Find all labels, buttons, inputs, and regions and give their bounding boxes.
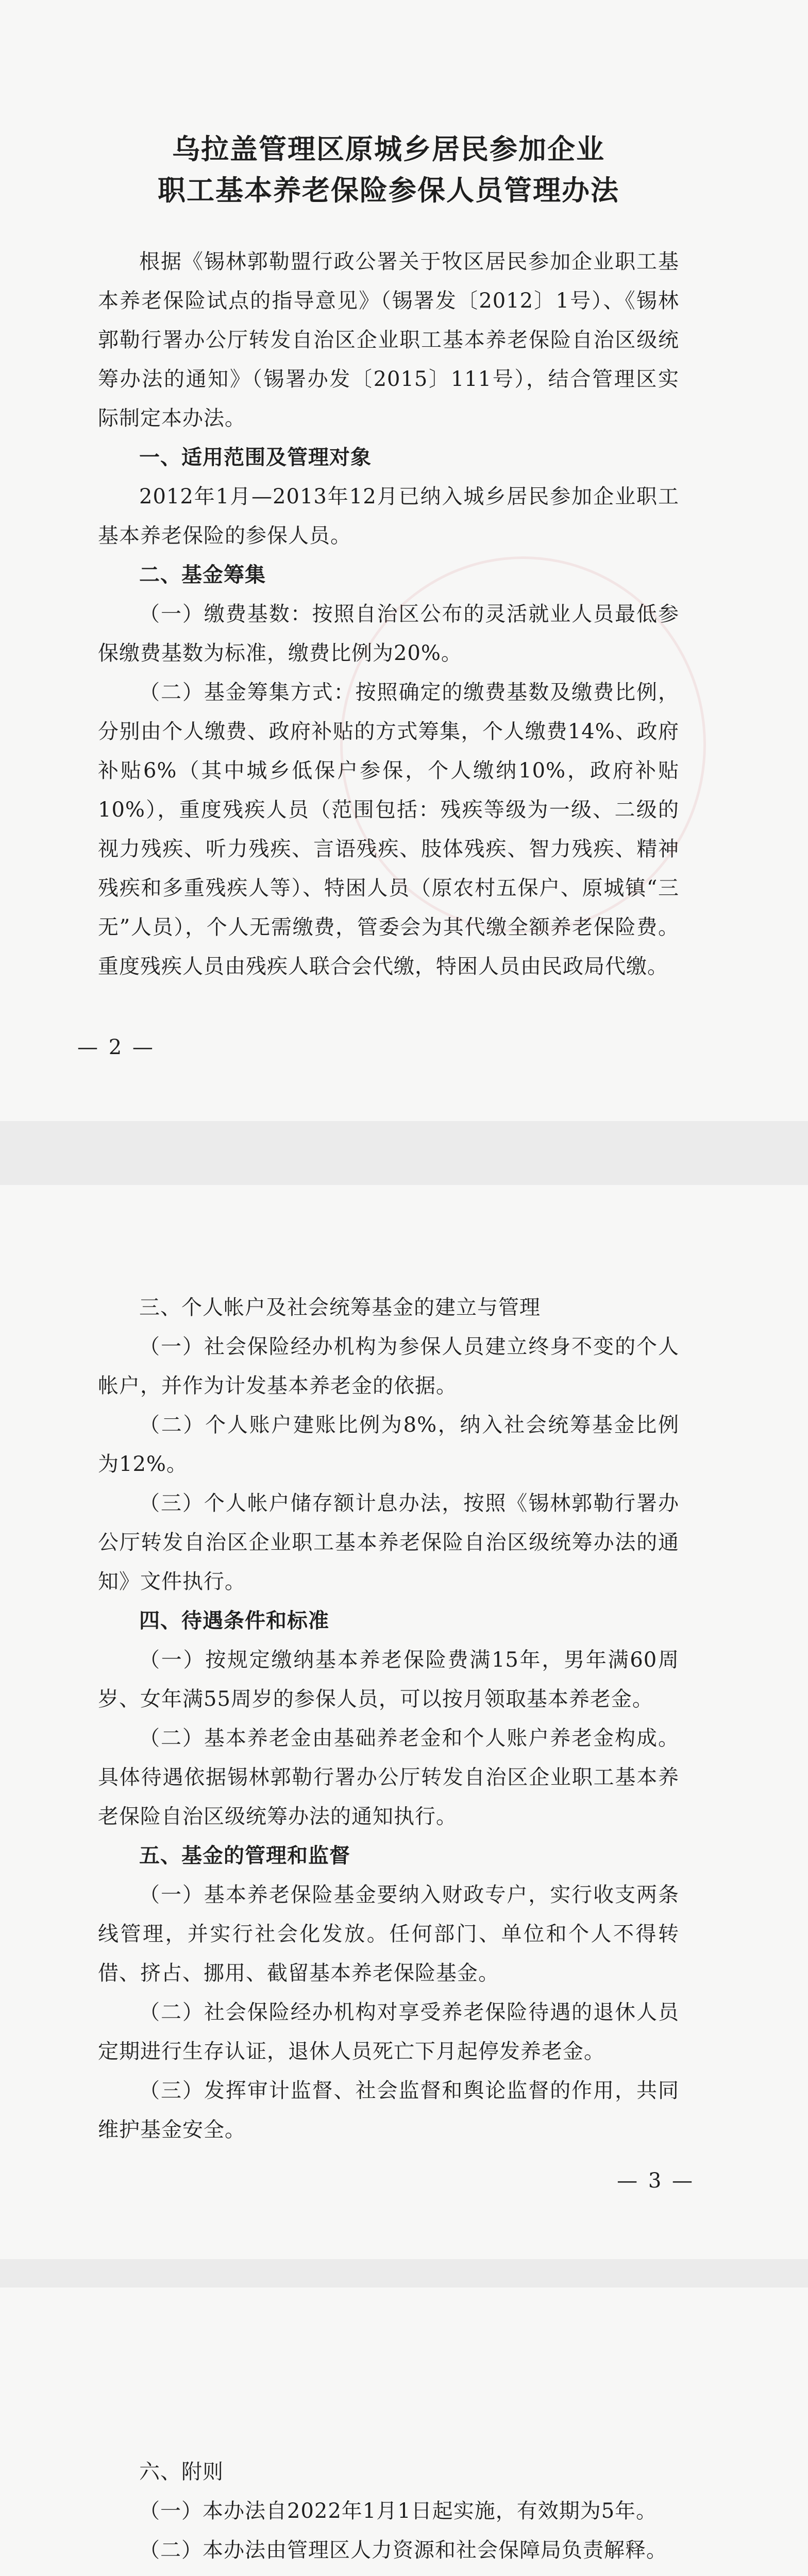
section-3-item-1: （一）社会保险经办机构为参保人员建立终身不变的个人帐户，并作为计发基本养老金的依据。 [98, 1335, 679, 1398]
section-6-item-2: （二）本办法由管理区人力资源和社会保障局负责解释。 [139, 2538, 667, 2562]
section-5-heading: 五、基金的管理和监督 [139, 1844, 350, 1868]
intro-paragraph: 根据《锡林郭勒盟行政公署关于牧区居民参加企业职工基本养老保险试点的指导意见》（锡署发〔2012〕1号）、《锡林郭勒行署办公厅转发自治区企业职工基本养老保险自治区级统筹办法的通知》（锡署办发〔2015〕111号），结合管理区实际制定本办法。 [98, 250, 679, 430]
section-5-item-2: （二）社会保险经办机构对享受养老保险待遇的退休人员定期进行生存认证，退休人员死亡下月起停发养老金。 [98, 2001, 679, 2063]
section-2-item-2: （二）基金筹集方式：按照确定的缴费基数及缴费比例，分别由个人缴费、政府补贴的方式筹集，个人缴费14%、政府补贴6%（其中城乡低保户参保，个人缴纳10%，政府补贴10%），重度残疾人员（范围包括：残疾等级为一级、二级的视力残疾、听力残疾、言语残疾、肢体残疾、智力残疾、精神残疾和多重残疾人等）、特困人员（原农村五保户、原城镇“三无”人员），个人无需缴费，管委会为其代缴全额养老保险费。重度残疾人员由残疾人联合会代缴，特困人员由民政局代缴。 [98, 681, 679, 978]
document-page-2 [0, 0, 808, 1121]
section-6-item-1: （一）本办法自2022年1月1日起实施，有效期为5年。 [139, 2499, 658, 2523]
section-6-item-3 [98, 2570, 679, 2576]
page-number: — 3 — [617, 2169, 695, 2193]
section-1-text: 2012年1月—2013年12月已纳入城乡居民参加企业职工基本养老保险的参保人员。 [98, 485, 679, 548]
page-number: — 2 — [77, 1036, 155, 1059]
document-page-3 [0, 1185, 808, 2259]
section-2-item-1: （一）缴费基数：按照自治区公布的灵活就业人员最低参保缴费基数为标准，缴费比例为20%。 [98, 602, 679, 665]
section-4-item-2: （二）基本养老金由基础养老金和个人账户养老金构成。具体待遇依据锡林郭勒行署办公厅转发自治区企业职工基本养老保险自治区级统筹办法的通知执行。 [98, 1726, 679, 1828]
section-3-item-3: （三）个人帐户储存额计息办法，按照《锡林郭勒行署办公厅转发自治区企业职工基本养老保险自治区级统筹办法的通知》文件执行。 [98, 1492, 679, 1594]
section-4-item-1: （一）按规定缴纳基本养老保险费满15年，男年满60周岁、女年满55周岁的参保人员，可以按月领取基本养老金。 [98, 1648, 679, 1711]
section-5-item-1: （一）基本养老保险基金要纳入财政专户，实行收支两条线管理，并实行社会化发放。任何部门、单位和个人不得转借、挤占、挪用、截留基本养老保险基金。 [98, 1883, 679, 1985]
section-3-item-2: （二）个人账户建账比例为8%，纳入社会统筹基金比例为12%。 [98, 1413, 679, 1476]
section-5-item-3: （三）发挥审计监督、社会监督和舆论监督的作用，共同维护基金安全。 [98, 2079, 679, 2142]
section-6-heading: 六、附则 [139, 2460, 224, 2484]
section-1-heading: 一、适用范围及管理对象 [139, 446, 372, 469]
document-title [98, 129, 679, 211]
title-line-2: 职工基本养老保险参保人员管理办法 [158, 174, 619, 207]
document-page-4 [0, 2287, 808, 2576]
section-3-heading: 三、个人帐户及社会统筹基金的建立与管理 [139, 1296, 541, 1319]
section-4-heading: 四、待遇条件和标准 [139, 1609, 329, 1633]
section-2-heading: 二、基金筹集 [139, 563, 266, 587]
title-line-1: 乌拉盖管理区原城乡居民参加企业 [172, 133, 605, 165]
